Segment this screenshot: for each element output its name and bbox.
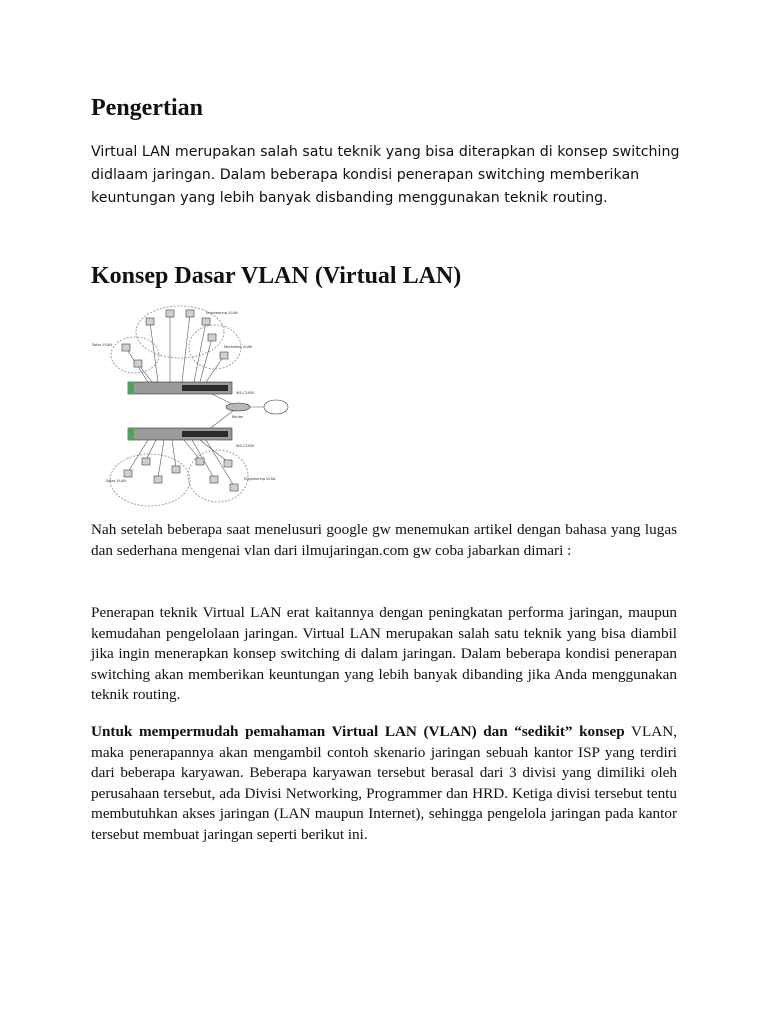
vlan-network-diagram xyxy=(88,300,318,512)
section-title-konsep-dasar: Konsep Dasar VLAN (Virtual LAN) xyxy=(91,263,462,289)
label-sales-top: Sales VLAN xyxy=(92,343,112,347)
switch-bottom-label: WS-C2950 xyxy=(236,444,255,448)
switch-bottom xyxy=(128,428,254,448)
label-engineering-top: Engineering VLAN xyxy=(206,311,238,315)
label-marketing: Marketing VLAN xyxy=(224,345,252,349)
paragraph-skenario-bold: Untuk mempermudah pemahaman Virtual LAN (VLAN) dan “sedikit” konsep xyxy=(91,723,625,740)
paragraph-pengertian: Virtual LAN merupakan salah satu teknik yang bisa diterapkan di konsep switching didlaam jaringan. Dalam beberapa kondisi penerapan switching memberikan keuntungan yang lebih banyak disbanding menggunakan teknik routing. xyxy=(91,144,680,206)
switch-top-label: WS-C2950 xyxy=(236,391,255,395)
switch-top xyxy=(128,382,254,395)
section-title-pengertian: Pengertian xyxy=(91,95,203,121)
internet-cloud xyxy=(264,400,288,414)
paragraph-skenario xyxy=(91,722,677,846)
sales-vlan-top-ellipse xyxy=(111,337,159,373)
paragraph-skenario-rest: VLAN, maka penerapannya akan mengambil contoh skenario jaringan sebuah kantor ISP yang terdiri dari beberapa karyawan. Beberapa karyawan tersebut berasal dari 3 divisi yang dimiliki oleh perusahaan tersebut, ada Divisi Networking, Programmer dan HRD. Ketiga divisi tersebut tentu membutuhkan akses jaringan (LAN maupun Internet), sehingga pengelola jaringan pada kantor tersebut membuat jaringan seperti berikut ini. xyxy=(91,723,677,843)
router-label: Router xyxy=(232,415,244,419)
paragraph-penerapan: Penerapan teknik Virtual LAN erat kaitannya dengan peningkatan performa jaringan, maupun kemudahan pengelolaan jaringan. Virtual LAN merupakan salah satu teknik yang bisa diambil jika ingin menerapkan konsep switching di dalam jaringan. Dalam beberapa kondisi penerapan switching akan memberikan keuntungan yang lebih banyak dibanding jika Anda menggunakan teknik routing. xyxy=(91,604,677,704)
label-sales-bottom: Sales VLAN xyxy=(106,479,126,483)
label-engineering-bottom: Engineering VLAN xyxy=(244,477,276,481)
vlan-labels xyxy=(92,311,276,483)
paragraph-intro: Nah setelah beberapa saat menelusuri google gw menemukan artikel dengan bahasa yang lugas dan sederhana mengenai vlan dari ilmujaringan.com gw coba jabarkan dimari : xyxy=(91,521,677,559)
router xyxy=(226,403,250,419)
